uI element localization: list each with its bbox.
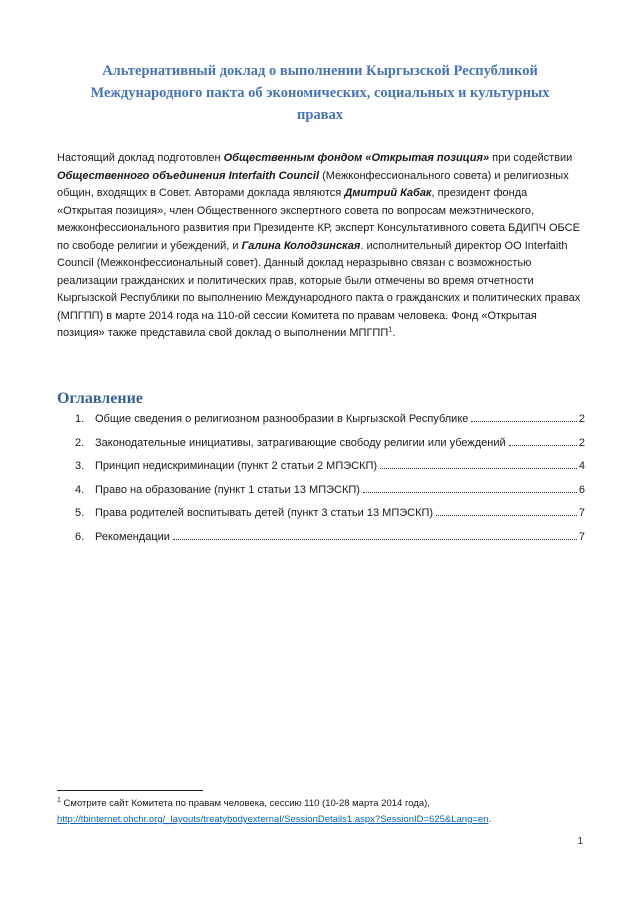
- intro-emphasis-run: Общественного объединения Interfaith Council: [57, 169, 320, 182]
- toc-item-label: Общие сведения о религиозном разнообразии в Кыргызской Республике: [95, 413, 469, 425]
- toc-item-label: Законодательные инициативы, затрагивающие свободу религии или убеждений: [95, 436, 506, 449]
- footnote-text-line: [57, 796, 585, 812]
- page-number: 1: [577, 836, 583, 847]
- toc-dotted-leader: [363, 492, 577, 493]
- footnote: [57, 796, 585, 828]
- intro-emphasis-run: Галина Колодзинская: [241, 239, 361, 252]
- intro-text-run: , президент фонда «Открытая позиция», член Общественного экспертного совета по вопросам межэтнического, межконфессионального развития при Президенте КР, эксперт Консультативного совета БДИПЧ ОБСЕ по свободе религии и убеждений, и: [57, 187, 580, 252]
- toc-item-label: Рекомендации: [95, 530, 170, 543]
- intro-emphasis-run: Общественным фондом «Открытая позиция»: [223, 152, 490, 164]
- toc-item-page-number: 4: [578, 460, 585, 472]
- toc-item-number: 3.: [75, 460, 85, 472]
- toc-item[interactable]: [57, 484, 585, 508]
- toc-item-page-number: 2: [578, 413, 585, 425]
- toc-item-number: 1.: [75, 413, 85, 425]
- toc-item[interactable]: [57, 437, 585, 461]
- toc-heading: Оглавление: [57, 390, 143, 407]
- toc-list: [57, 413, 585, 554]
- intro-paragraph: [57, 150, 585, 343]
- footnote-text: Смотрите сайт Комитета по правам человека, сессию 110 (10-28 марта 2014 года),: [60, 798, 430, 809]
- toc-dotted-leader: [509, 445, 577, 446]
- document-title-line: правах: [297, 107, 343, 123]
- footnote-reference: 1: [388, 324, 393, 334]
- intro-text-run: .: [392, 327, 396, 339]
- toc-item-page-number: 7: [578, 507, 585, 519]
- footnote-link-line: [57, 812, 585, 828]
- document-title-line: Международного пакта об экономических, социальных и культурных: [90, 85, 550, 101]
- toc-item-number: 2.: [75, 436, 85, 449]
- toc-item-page-number: 7: [578, 530, 585, 543]
- intro-text-run: Настоящий доклад подготовлен: [57, 152, 224, 164]
- toc-item-number: 5.: [75, 507, 85, 519]
- document-title: [57, 60, 583, 126]
- intro-emphasis-run: Дмитрий Кабак: [344, 187, 432, 199]
- toc-dotted-leader: [436, 515, 577, 516]
- toc-item-number: 6.: [75, 530, 85, 543]
- toc-item[interactable]: [57, 531, 585, 555]
- intro-text-run: . исполнительный директор ОО Interfaith Council (Межконфессиональный совет). Данный доклад неразрывно связан с возможностью реализации гражданских и политических прав, которые были отмечены во время отчетности Кыргызской Республики по выполнению Международного пакта о гражданских и политических правах (МПГПП) в марте 2014 года на 110-ой сессии Комитета по правам человека. Фонд «Открытая позиция» также представила свой доклад о выполнении МПГПП: [57, 239, 581, 339]
- toc-dotted-leader: [471, 421, 577, 422]
- toc-item[interactable]: [57, 413, 585, 437]
- intro-text-run: (Межконфессионального совета) и религиозных общин, входящих в Совет. Авторами доклада являются: [57, 169, 569, 199]
- footnote-separator: [57, 790, 203, 791]
- document-title-line: Альтернативный доклад о выполнении Кыргызской Республикой: [102, 63, 538, 79]
- intro-text-run: при содействии: [489, 152, 573, 164]
- footnote-link[interactable]: http://tbinternet.ohchr.org/_layouts/treatybodyexternal/SessionDetails1.aspx?SessionID=625&Lang=en: [57, 814, 489, 825]
- toc-item[interactable]: [57, 507, 585, 531]
- toc-item-number: 4.: [75, 483, 85, 496]
- toc-item-label: Право на образование (пункт 1 статьи 13 МПЭСКП): [95, 483, 360, 496]
- toc-item[interactable]: [57, 460, 585, 484]
- footnote-marker: 1: [57, 796, 61, 804]
- toc-item-page-number: 2: [578, 436, 585, 449]
- toc-item-label: Принцип недискриминации (пункт 2 статьи 2 МПЭСКП): [95, 460, 378, 472]
- toc-item-label: Права родителей воспитывать детей (пункт 3 статьи 13 МПЭСКП): [95, 507, 434, 519]
- toc-dotted-leader: [380, 468, 577, 469]
- toc-dotted-leader: [173, 539, 577, 540]
- footnote-link-suffix: .: [488, 814, 492, 825]
- toc-item-page-number: 6: [578, 483, 585, 496]
